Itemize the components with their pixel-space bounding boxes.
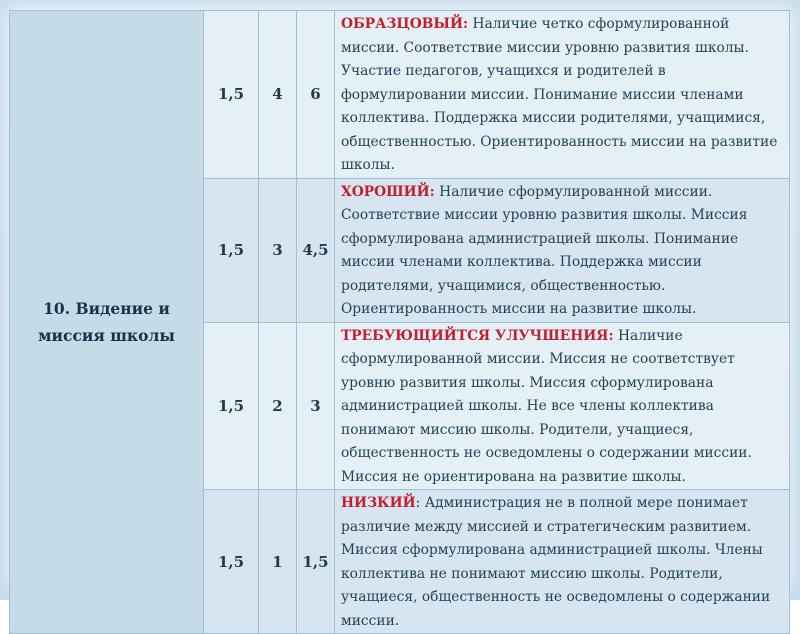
description-cell [335, 11, 790, 179]
description-cell [335, 490, 790, 634]
score-cell: 3 [259, 178, 297, 322]
criteria-table [9, 10, 790, 634]
weight-cell: 1,5 [204, 11, 259, 179]
level-label: НИЗКИЙ [341, 495, 416, 511]
level-description: Наличие сформулированной миссии. Соответствие миссии уровню развития школы. Миссия сформулирована администрацией школы. Понимание миссии членами коллектива. Поддержка миссии родителями, учащимися, общественностью. Ориентированность миссии на развитие школы. [341, 183, 748, 317]
description-cell [335, 178, 790, 322]
weight-cell: 1,5 [204, 322, 259, 490]
total-cell: 4,5 [297, 178, 335, 322]
level-description: Наличие четко сформулированной миссии. Соответствие миссии уровню развития школы. Участие педагогов, учащихся и родителей в формулировании миссии. Понимание миссии членами коллектива. Поддержка миссии родителями, учащимися, общественностью. Ориентированность миссии на развитие школы. [341, 16, 778, 173]
level-label: ОБРАЗЦОВЫЙ: [341, 16, 469, 32]
criterion-cell [10, 11, 204, 634]
level-label: ХОРОШИЙ: [341, 183, 435, 200]
criterion-title: 10. Видение и миссия школы [38, 299, 175, 345]
level-label: ТРЕБУЮЩИЙТСЯ УЛУЧШЕНИЯ: [341, 327, 614, 344]
weight-cell: 1,5 [204, 490, 259, 634]
level-description: : Администрация не в полной мере понимает различие между миссией и стратегическим развитием. Миссия сформулирована администрацией школы. Члены коллектива не понимают миссию школы. Родители, учащиеся, общественность не осведомлены о содержании миссии. [341, 495, 771, 629]
total-cell: 6 [297, 11, 335, 179]
level-description: Наличие сформулированной миссии. Миссия не соответствует уровню развития школы. Миссия сформулирована администрацией школы. Не все члены коллектива понимают миссию школы. Родители, учащиеся, общественность не осведомлены о содержании миссии. Миссия не ориентирована на развитие школы. [341, 327, 752, 485]
description-cell [335, 322, 790, 490]
table-row [10, 11, 790, 179]
total-cell: 1,5 [297, 490, 335, 634]
weight-cell: 1,5 [204, 178, 259, 322]
score-cell: 4 [259, 11, 297, 179]
score-cell: 2 [259, 322, 297, 490]
total-cell: 3 [297, 322, 335, 490]
score-cell: 1 [259, 490, 297, 634]
